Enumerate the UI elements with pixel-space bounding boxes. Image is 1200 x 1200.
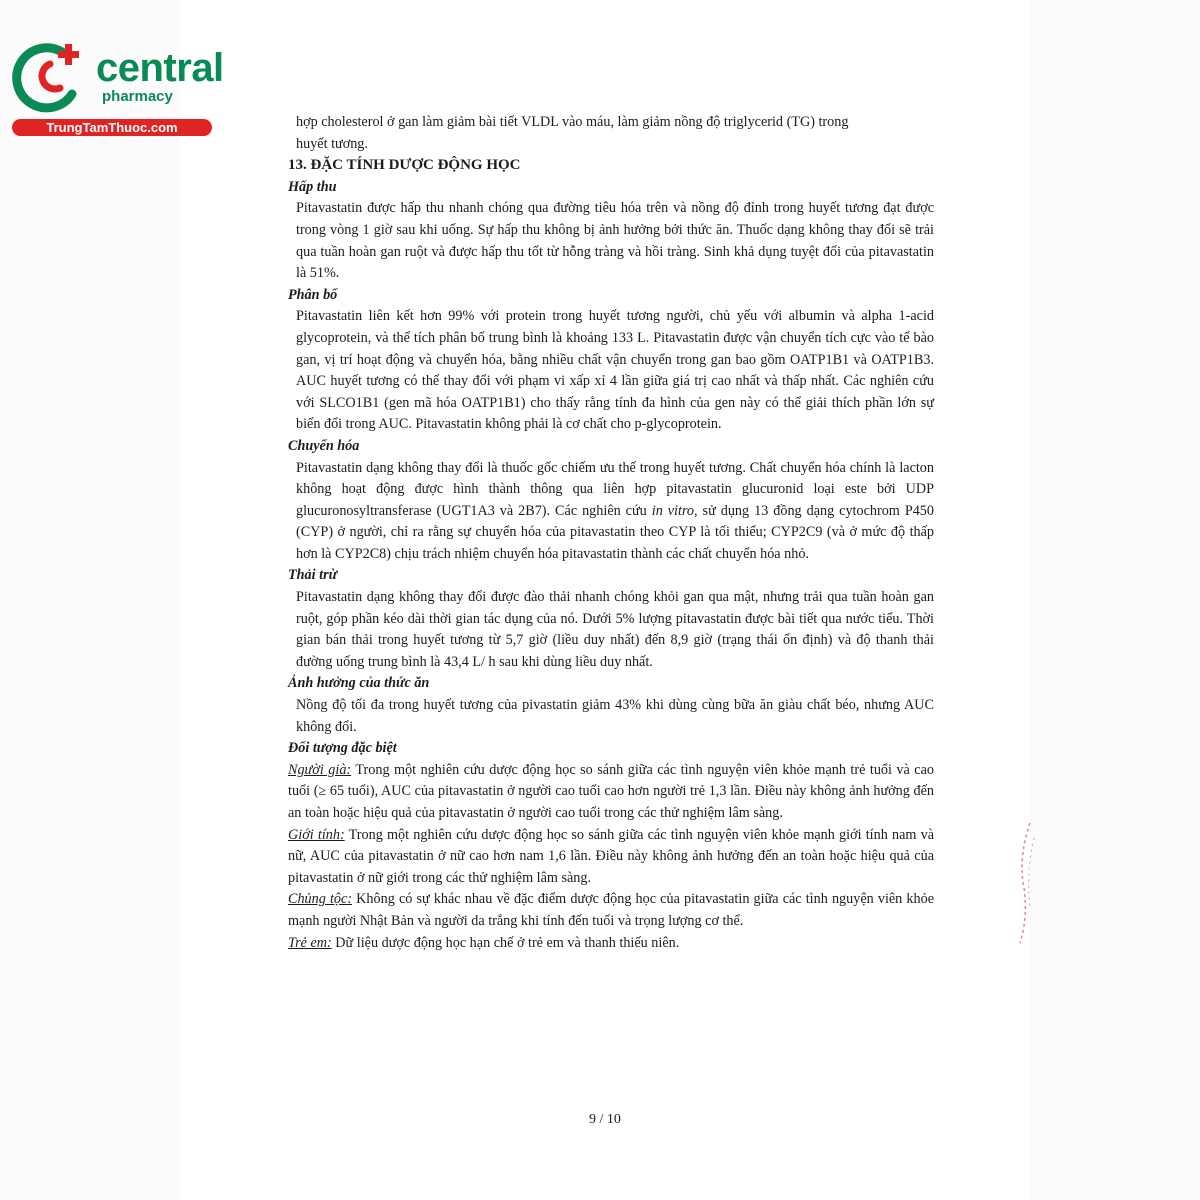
- subheading-absorption: Hấp thu: [288, 178, 337, 195]
- section-title: 13. ĐẶC TÍNH DƯỢC ĐỘNG HỌC: [288, 157, 521, 174]
- elderly-paragraph: [288, 760, 934, 825]
- intro-line-2: huyết tương.: [296, 135, 368, 152]
- gender-paragraph: [288, 825, 934, 890]
- subheading-metabolism: Chuyển hóa: [288, 437, 360, 454]
- subheading-elimination: Thải trừ: [288, 567, 338, 584]
- race-paragraph: [288, 889, 934, 932]
- metabolism-text-italic: in vitro,: [651, 502, 698, 519]
- elderly-text: Trong một nghiên cứu dược động học so sánh giữa các tình nguyện viên khỏe mạnh trẻ tuổi và cao tuổi (≥ 65 tuổi), AUC của pitavastatin ở người cao tuổi cao hơn người trẻ 1,3 lần. Điều này không ảnh hưởng đến an toàn hoặc hiệu quả của pitavastatin ở người cao tuổi trong các thử nghiệm lâm sàng.: [288, 761, 934, 821]
- document-body: [288, 112, 934, 954]
- page-number: 9 / 10: [589, 1112, 621, 1127]
- gender-label: Giới tính:: [288, 826, 345, 843]
- race-label: Chủng tộc:: [288, 891, 353, 908]
- children-text: Dữ liệu dược động học hạn chế ở trẻ em và thanh thiếu niên.: [331, 934, 680, 951]
- subheading-food: Ảnh hưởng của thức ăn: [288, 675, 430, 692]
- logo-url[interactable]: TrungTamThuoc.com: [12, 119, 212, 136]
- race-text: Không có sự khác nhau về đặc điểm dược động học của pitavastatin giữa các tình nguyện viên khỏe mạnh người Nhật Bản và người da trắng khi tính đến tuổi và trọng lượng cơ thể.: [288, 891, 934, 929]
- brand-logo[interactable]: [10, 36, 224, 136]
- elderly-label: Người già:: [288, 761, 352, 778]
- children-paragraph: [288, 933, 934, 955]
- children-label: Trẻ em:: [288, 934, 332, 951]
- distribution-text: Pitavastatin liên kết hơn 99% với protein trong huyết tương người, chủ yếu với albumin và alpha 1-acid glycoprotein, và thể tích phân bố trung bình là khoảng 133 L. Pitavastatin được vận chuyển tích cực vào tế bào gan, vị trí hoạt động và chuyển hóa, bằng nhiều chất vận chuyển trong gan bao gồm OATP1B1 và OATP1B3. AUC huyết tương có thể thay đổi với phạm vi xấp xỉ 4 lần giữa giá trị cao nhất và thấp nhất. Các nghiên cứu với SLCO1B1 (gen mã hóa OATP1B1) cho thấy rằng tính đa hình của gen này có thể giải thích phần lớn sự biến đổi trong AUC. Pitavastatin không phải là cơ chất cho p-glycoprotein.: [296, 308, 934, 433]
- red-stamp-icon: [1010, 818, 1040, 948]
- metabolism-text-a: Pitavastatin dạng không thay đổi là thuốc gốc chiếm ưu thế trong huyết tương. Chất chuyển hóa chính là lacton không hoạt động được hình thành thông qua liên hợp pitavastatin glucuronid loại este bởi UDP glucuronosyltransferase (UGT1A3 và 2B7). Các nghiên cứu: [296, 459, 934, 519]
- subheading-special: Đối tượng đặc biệt: [288, 740, 397, 757]
- metabolism-text: [288, 458, 934, 566]
- central-pharmacy-logo-icon: [10, 38, 90, 114]
- subheading-distribution: Phân bố: [288, 286, 338, 303]
- gender-text: Trong một nghiên cứu dược động học so sánh giữa các tình nguyện viên khỏe mạnh giới tính nam và nữ, AUC của pitavastatin ở nữ cao hơn nam 1,6 lần. Điều này không ảnh hưởng đến an toàn hoặc hiệu quả của pitavastatin ở nữ giới trong các thử nghiệm lâm sàng.: [288, 826, 935, 886]
- intro-line-1: hợp cholesterol ở gan làm giảm bài tiết VLDL vào máu, làm giảm nồng độ triglycerid (TG) trong: [296, 114, 849, 130]
- metabolism-text-b: sử dụng 13 đồng dạng cytochrom P450 (CYP) ở người, chỉ ra rằng sự chuyển hóa của pitavastatin theo CYP là tối thiểu; CYP2C9 (và ở mức độ thấp hơn là CYP2C8) chịu trách nhiệm chuyển hóa pitavastatin thành các chất chuyển hóa nhỏ.: [296, 502, 934, 562]
- intro-text: [288, 112, 934, 155]
- food-text: Nồng độ tối đa trong huyết tương của pivastatin giảm 43% khi dùng cùng bữa ăn giàu chất béo, nhưng AUC không đổi.: [296, 697, 934, 735]
- logo-subtitle: pharmacy: [102, 88, 173, 105]
- absorption-text: Pitavastatin được hấp thu nhanh chóng qua đường tiêu hóa trên và nồng độ đỉnh trong huyết tương đạt được trong vòng 1 giờ sau khi uống. Sự hấp thu không bị ảnh hưởng bởi thức ăn. Thuốc dạng không thay đổi sẽ trải qua tuần hoàn gan ruột và được hấp thu tốt từ hỗng tràng và hồi tràng. Sinh khả dụng tuyệt đối của pitavastatin là 51%.: [296, 200, 934, 282]
- logo-name: central: [96, 46, 224, 90]
- elimination-text: Pitavastatin dạng không thay đổi được đào thải nhanh chóng khỏi gan qua mật, nhưng trải qua tuần hoàn gan ruột, góp phần kéo dài thời gian tác dụng của nó. Dưới 5% lượng pitavastatin được bài tiết qua nước tiểu. Thời gian bán thải trong huyết tương từ 5,7 giờ (liều duy nhất) đến 8,9 giờ (trạng thái ổn định) và độ thanh thải đường uống trung bình là 43,4 L/ h sau khi dùng liều duy nhất.: [296, 589, 934, 670]
